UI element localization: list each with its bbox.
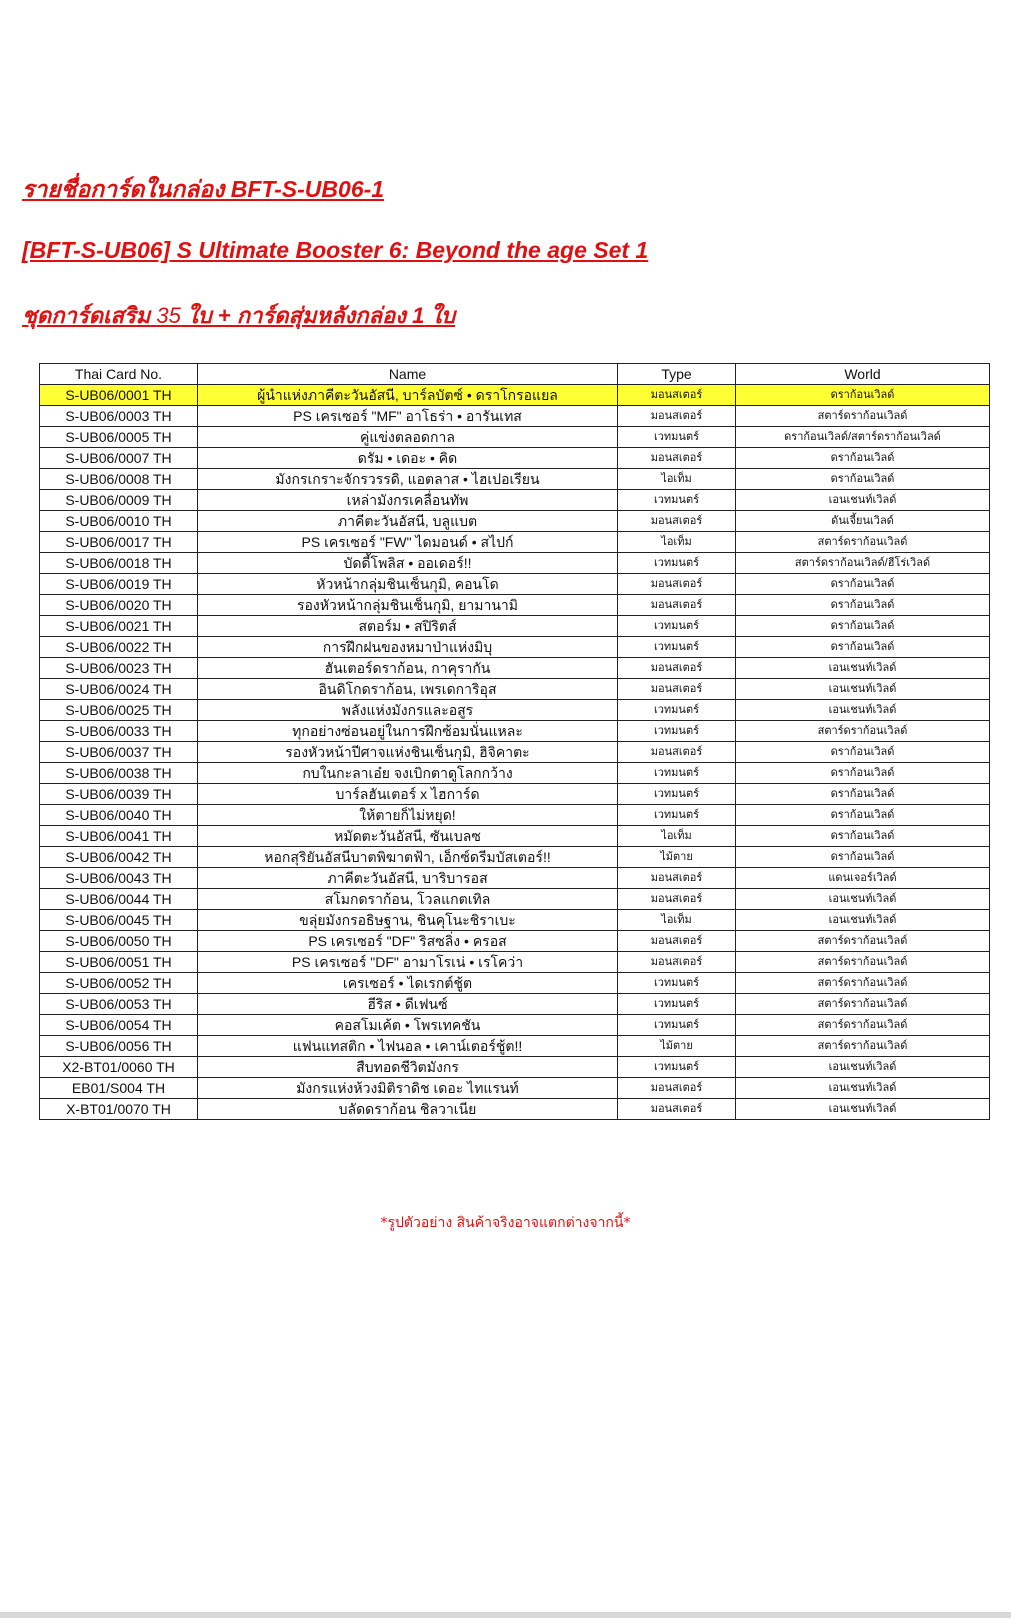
table-row	[40, 1057, 990, 1078]
card-name-cell: เครเซอร์ • ไดเรกต์ชู้ต	[198, 973, 618, 994]
bottom-edge-bar	[0, 1612, 1011, 1618]
card-number-cell: S-UB06/0045 TH	[40, 910, 198, 931]
table-row	[40, 1036, 990, 1057]
table-row	[40, 994, 990, 1015]
card-world-cell: เอนเชนท์เวิลด์	[736, 1057, 990, 1078]
card-type-cell: มอนสเตอร์	[618, 595, 736, 616]
contents-bonus: 1	[412, 303, 425, 328]
card-name-cell: ฮันเตอร์ดราก้อน, กาคุรากัน	[198, 658, 618, 679]
card-world-cell: ดราก้อนเวิลด์	[736, 847, 990, 868]
table-row	[40, 595, 990, 616]
table-row	[40, 637, 990, 658]
set-subtitle: [BFT-S-UB06] S Ultimate Booster 6: Beyond the age Set 1	[22, 237, 649, 263]
contents-prefix: ชุดการ์ดเสริม	[22, 303, 151, 328]
card-name-cell: หอกสุริยันอัสนีบาตพิฆาตฟ้า, เอ็กซ์ดรีมบัสเตอร์!!	[198, 847, 618, 868]
card-name-cell: เหล่ามังกรเคลื่อนทัพ	[198, 490, 618, 511]
card-name-cell: บาร์ลฮันเตอร์ x ไฮการ์ด	[198, 784, 618, 805]
card-type-cell: เวทมนตร์	[618, 553, 736, 574]
column-header-card-no: Thai Card No.	[40, 364, 198, 385]
card-type-cell: เวทมนตร์	[618, 784, 736, 805]
card-name-cell: PS เครเซอร์ "DF" อามาโรเน่ • เรโคว่า	[198, 952, 618, 973]
table-row	[40, 406, 990, 427]
contents-count: 35	[156, 303, 181, 328]
card-name-cell: ให้ตายก็ไม่หยุด!	[198, 805, 618, 826]
card-number-cell: S-UB06/0007 TH	[40, 448, 198, 469]
column-header-world: World	[736, 364, 990, 385]
card-type-cell: มอนสเตอร์	[618, 406, 736, 427]
table-row	[40, 742, 990, 763]
card-name-cell: ฮีริส • ดีเฟนซ์	[198, 994, 618, 1015]
card-name-cell: มังกรแห่งห้วงมิติราดิช เดอะ ไทแรนท์	[198, 1078, 618, 1099]
card-world-cell: สตาร์ดราก้อนเวิลด์	[736, 406, 990, 427]
card-type-cell: เวทมนตร์	[618, 721, 736, 742]
card-type-cell: เวทมนตร์	[618, 994, 736, 1015]
card-type-cell: เวทมนตร์	[618, 616, 736, 637]
card-world-cell: ดันเจี้ยนเวิลด์	[736, 511, 990, 532]
card-type-cell: ไอเท็ม	[618, 469, 736, 490]
card-world-cell: ดราก้อนเวิลด์	[736, 784, 990, 805]
card-number-cell: S-UB06/0023 TH	[40, 658, 198, 679]
card-name-cell: พลังแห่งมังกรและอสูร	[198, 700, 618, 721]
card-name-cell: ภาคีตะวันอัสนี, บาริบารอส	[198, 868, 618, 889]
card-type-cell: เวทมนตร์	[618, 490, 736, 511]
table-row	[40, 1099, 990, 1120]
card-world-cell: เอนเชนท์เวิลด์	[736, 889, 990, 910]
card-world-cell: ดราก้อนเวิลด์	[736, 574, 990, 595]
card-name-cell: สืบทอดชีวิตมังกร	[198, 1057, 618, 1078]
card-world-cell: ดราก้อนเวิลด์/สตาร์ดราก้อนเวิลด์	[736, 427, 990, 448]
card-world-cell: ดราก้อนเวิลด์	[736, 742, 990, 763]
card-name-cell: ขลุ่ยมังกรอธิษฐาน, ชินคุโนะชิราเบะ	[198, 910, 618, 931]
table-row	[40, 490, 990, 511]
table-row	[40, 763, 990, 784]
card-type-cell: ไม้ตาย	[618, 847, 736, 868]
card-number-cell: S-UB06/0003 TH	[40, 406, 198, 427]
card-number-cell: S-UB06/0044 TH	[40, 889, 198, 910]
card-number-cell: S-UB06/0025 TH	[40, 700, 198, 721]
card-world-cell: ดราก้อนเวิลด์	[736, 805, 990, 826]
card-number-cell: S-UB06/0056 TH	[40, 1036, 198, 1057]
card-number-cell: S-UB06/0053 TH	[40, 994, 198, 1015]
card-number-cell: S-UB06/0020 TH	[40, 595, 198, 616]
card-world-cell: ดราก้อนเวิลด์	[736, 448, 990, 469]
card-world-cell: เอนเชนท์เวิลด์	[736, 658, 990, 679]
table-row	[40, 952, 990, 973]
card-name-cell: หมัดตะวันอัสนี, ซันเบลซ	[198, 826, 618, 847]
card-number-cell: S-UB06/0005 TH	[40, 427, 198, 448]
table-row	[40, 973, 990, 994]
table-row	[40, 532, 990, 553]
table-row	[40, 574, 990, 595]
card-name-cell: ทุกอย่างซ่อนอยู่ในการฝึกซ้อมนั่นแหละ	[198, 721, 618, 742]
card-name-cell: PS เครเซอร์ "DF" ริสซลิ่ง • ครอส	[198, 931, 618, 952]
table-header-row	[40, 364, 990, 385]
card-type-cell: เวทมนตร์	[618, 1057, 736, 1078]
card-world-cell: เอนเชนท์เวิลด์	[736, 490, 990, 511]
card-number-cell: S-UB06/0010 TH	[40, 511, 198, 532]
card-name-cell: บัดดี้โพลิส • ออเดอร์!!	[198, 553, 618, 574]
card-number-cell: S-UB06/0052 TH	[40, 973, 198, 994]
card-world-cell: ดราก้อนเวิลด์	[736, 637, 990, 658]
card-world-cell: ดราก้อนเวิลด์	[736, 595, 990, 616]
table-row	[40, 889, 990, 910]
card-name-cell: มังกรเกราะจักรวรรดิ, แอตลาส • ไฮเปอเรียน	[198, 469, 618, 490]
contents-line	[22, 298, 455, 333]
card-name-cell: PS เครเซอร์ "FW" ไดมอนด์ • สไปก์	[198, 532, 618, 553]
card-world-cell: เอนเชนท์เวิลด์	[736, 679, 990, 700]
card-type-cell: เวทมนตร์	[618, 700, 736, 721]
card-number-cell: S-UB06/0001 TH	[40, 385, 198, 406]
card-number-cell: S-UB06/0037 TH	[40, 742, 198, 763]
card-name-cell: คอสโมเค้ต • โพรเทคชัน	[198, 1015, 618, 1036]
card-type-cell: มอนสเตอร์	[618, 448, 736, 469]
column-header-name: Name	[198, 364, 618, 385]
card-type-cell: ไอเท็ม	[618, 910, 736, 931]
card-number-cell: S-UB06/0038 TH	[40, 763, 198, 784]
table-row	[40, 700, 990, 721]
card-world-cell: เอนเชนท์เวิลด์	[736, 1078, 990, 1099]
card-type-cell: เวทมนตร์	[618, 1015, 736, 1036]
card-number-cell: S-UB06/0050 TH	[40, 931, 198, 952]
card-world-cell: เอนเชนท์เวิลด์	[736, 910, 990, 931]
card-world-cell: สตาร์ดราก้อนเวิลด์/ฮีโร่เวิลด์	[736, 553, 990, 574]
card-world-cell: แดนเจอร์เวิลด์	[736, 868, 990, 889]
card-type-cell: เวทมนตร์	[618, 427, 736, 448]
card-name-cell: กบในกะลาเอ๋ย จงเบิกตาดูโลกกว้าง	[198, 763, 618, 784]
card-number-cell: S-UB06/0041 TH	[40, 826, 198, 847]
card-world-cell: สตาร์ดราก้อนเวิลด์	[736, 1036, 990, 1057]
card-number-cell: S-UB06/0039 TH	[40, 784, 198, 805]
card-type-cell: มอนสเตอร์	[618, 574, 736, 595]
card-number-cell: S-UB06/0009 TH	[40, 490, 198, 511]
table-row	[40, 931, 990, 952]
card-world-cell: เอนเชนท์เวิลด์	[736, 700, 990, 721]
card-world-cell: ดราก้อนเวิลด์	[736, 385, 990, 406]
card-name-cell: ผู้นำแห่งภาคีตะวันอัสนี, บาร์ลบัตซ์ • ดราโกรอแยล	[198, 385, 618, 406]
card-world-cell: สตาร์ดราก้อนเวิลด์	[736, 952, 990, 973]
table-row	[40, 784, 990, 805]
card-number-cell: S-UB06/0033 TH	[40, 721, 198, 742]
card-world-cell: ดราก้อนเวิลด์	[736, 763, 990, 784]
table-body	[40, 385, 990, 1120]
card-number-cell: S-UB06/0054 TH	[40, 1015, 198, 1036]
card-type-cell: มอนสเตอร์	[618, 658, 736, 679]
card-number-cell: S-UB06/0017 TH	[40, 532, 198, 553]
card-type-cell: มอนสเตอร์	[618, 742, 736, 763]
card-name-cell: สโมกดราก้อน, โวลแกตเทิล	[198, 889, 618, 910]
card-world-cell: สตาร์ดราก้อนเวิลด์	[736, 973, 990, 994]
disclaimer-note: *รูปตัวอย่าง สินค้าจริงอาจแตกต่างจากนี้*	[380, 1215, 631, 1231]
card-number-cell: S-UB06/0043 TH	[40, 868, 198, 889]
card-type-cell: มอนสเตอร์	[618, 868, 736, 889]
card-list-table	[39, 363, 990, 1120]
table-row	[40, 385, 990, 406]
card-name-cell: รองหัวหน้าปีศาจแห่งชินเซ็นกุมิ, ฮิจิคาตะ	[198, 742, 618, 763]
card-type-cell: มอนสเตอร์	[618, 511, 736, 532]
card-name-cell: แฟนแทสติก • ไฟนอล • เคาน์เตอร์ชู้ต!!	[198, 1036, 618, 1057]
card-name-cell: คู่แข่งตลอดกาล	[198, 427, 618, 448]
card-number-cell: S-UB06/0021 TH	[40, 616, 198, 637]
card-number-cell: X2-BT01/0060 TH	[40, 1057, 198, 1078]
card-type-cell: มอนสเตอร์	[618, 889, 736, 910]
card-world-cell: สตาร์ดราก้อนเวิลด์	[736, 532, 990, 553]
table-row	[40, 553, 990, 574]
card-number-cell: EB01/S004 TH	[40, 1078, 198, 1099]
contents-unit: ใบ	[424, 303, 456, 328]
card-world-cell: ดราก้อนเวิลด์	[736, 826, 990, 847]
card-world-cell: สตาร์ดราก้อนเวิลด์	[736, 931, 990, 952]
card-type-cell: มอนสเตอร์	[618, 1078, 736, 1099]
table-row	[40, 679, 990, 700]
card-type-cell: มอนสเตอร์	[618, 931, 736, 952]
card-name-cell: ภาคีตะวันอัสนี, บลูแบต	[198, 511, 618, 532]
card-number-cell: S-UB06/0018 TH	[40, 553, 198, 574]
card-type-cell: มอนสเตอร์	[618, 385, 736, 406]
card-name-cell: รองหัวหน้ากลุ่มชินเซ็นกุมิ, ยามานามิ	[198, 595, 618, 616]
card-type-cell: ไม้ตาย	[618, 1036, 736, 1057]
table-row	[40, 1078, 990, 1099]
table-row	[40, 910, 990, 931]
card-number-cell: S-UB06/0040 TH	[40, 805, 198, 826]
card-type-cell: มอนสเตอร์	[618, 679, 736, 700]
table-row	[40, 1015, 990, 1036]
table-row	[40, 868, 990, 889]
card-number-cell: X-BT01/0070 TH	[40, 1099, 198, 1120]
card-type-cell: มอนสเตอร์	[618, 952, 736, 973]
table-row	[40, 448, 990, 469]
card-world-cell: เอนเชนท์เวิลด์	[736, 1099, 990, 1120]
card-number-cell: S-UB06/0022 TH	[40, 637, 198, 658]
card-number-cell: S-UB06/0042 TH	[40, 847, 198, 868]
card-name-cell: PS เครเซอร์ "MF" อาโธร่า • อารันเทส	[198, 406, 618, 427]
card-name-cell: บลัดดราก้อน ชิลวาเนีย	[198, 1099, 618, 1120]
table-row	[40, 469, 990, 490]
page-title: รายชื่อการ์ดในกล่อง BFT-S-UB06-1	[22, 176, 385, 202]
card-number-cell: S-UB06/0019 TH	[40, 574, 198, 595]
card-name-cell: ดรัม • เดอะ • คิด	[198, 448, 618, 469]
card-name-cell: สตอร์ม • สปิริตส์	[198, 616, 618, 637]
table-row	[40, 616, 990, 637]
card-name-cell: การฝึกฝนของหมาป่าแห่งมิบุ	[198, 637, 618, 658]
card-world-cell: ดราก้อนเวิลด์	[736, 469, 990, 490]
column-header-type: Type	[618, 364, 736, 385]
card-number-cell: S-UB06/0051 TH	[40, 952, 198, 973]
card-world-cell: สตาร์ดราก้อนเวิลด์	[736, 994, 990, 1015]
card-type-cell: เวทมนตร์	[618, 637, 736, 658]
card-type-cell: ไอเท็ม	[618, 826, 736, 847]
card-type-cell: เวทมนตร์	[618, 973, 736, 994]
table-row	[40, 826, 990, 847]
table-row	[40, 658, 990, 679]
card-type-cell: เวทมนตร์	[618, 805, 736, 826]
table-row	[40, 721, 990, 742]
card-world-cell: สตาร์ดราก้อนเวิลด์	[736, 721, 990, 742]
table-row	[40, 511, 990, 532]
card-type-cell: ไอเท็ม	[618, 532, 736, 553]
card-type-cell: มอนสเตอร์	[618, 1099, 736, 1120]
card-type-cell: เวทมนตร์	[618, 763, 736, 784]
contents-suffix: ใบ + การ์ดสุ่มหลังกล่อง	[180, 303, 413, 328]
card-number-cell: S-UB06/0008 TH	[40, 469, 198, 490]
card-world-cell: สตาร์ดราก้อนเวิลด์	[736, 1015, 990, 1036]
card-world-cell: ดราก้อนเวิลด์	[736, 616, 990, 637]
card-name-cell: อินดิโกดราก้อน, เพรเดการิอุส	[198, 679, 618, 700]
table-row	[40, 427, 990, 448]
table-row	[40, 847, 990, 868]
card-name-cell: หัวหน้ากลุ่มชินเซ็นกุมิ, คอนโด	[198, 574, 618, 595]
card-number-cell: S-UB06/0024 TH	[40, 679, 198, 700]
table-row	[40, 805, 990, 826]
